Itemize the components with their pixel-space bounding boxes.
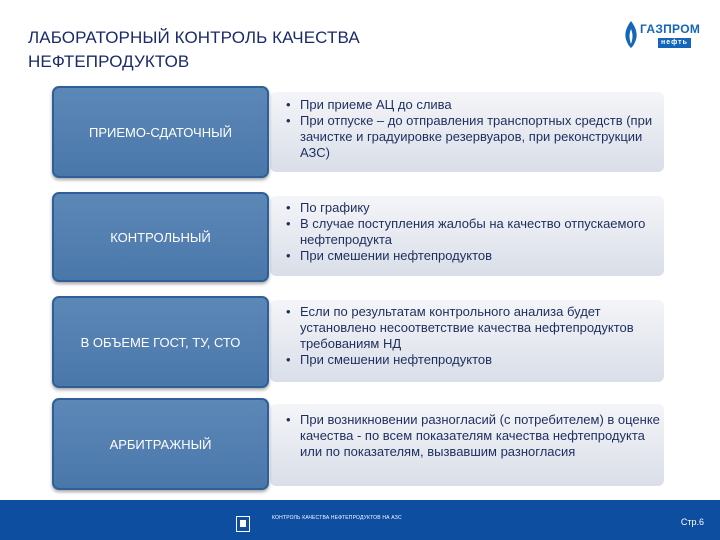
- row-1-card: [270, 92, 664, 172]
- row-2-label: КОНТРОЛЬНЫЙ: [110, 229, 211, 245]
- row-2-label-box: [52, 192, 269, 282]
- footer-text: КОНТРОЛЬ КАЧЕСТВА НЕФТЕПРОДУКТОВ НА АЗС: [272, 515, 402, 521]
- row-4-label: АРБИТРАЖНЫЙ: [109, 436, 212, 452]
- row-1-label: ПРИЕМО-СДАТОЧНЫЙ: [89, 124, 232, 140]
- row-1-bullet-1: • При приеме АЦ до слива: [270, 97, 664, 113]
- flame-icon: [622, 20, 640, 50]
- row-1-bullet-2: • При отпуске – до отправления транспортных средств (при зачистке и градуировке резервуаров, при реконструкции АЗС): [270, 113, 664, 161]
- row-3-card: [270, 300, 664, 382]
- gazprom-neft-logo: [622, 20, 701, 50]
- logo-word: ГАЗПРОМ: [640, 22, 701, 36]
- row-1-label-box: [52, 86, 269, 178]
- row-4-card: [270, 404, 664, 486]
- row-2-bullet-3: • При смешении нефтепродуктов: [270, 248, 664, 264]
- row-2-bullet-2: • В случае поступления жалобы на качество отпускаемого нефтепродукта: [270, 216, 664, 248]
- row-2-bullet-1: • По графику: [270, 200, 664, 216]
- row-4-bullet-1: • При возникновении разногласий (с потребителем) в оценке качества - по всем показателям качества нефтепродукта или по показателям, вызвавшим разногласия: [270, 412, 664, 460]
- logo-sub: нефть: [658, 38, 691, 48]
- page-title: ЛАБОРАТОРНЫЙ КОНТРОЛЬ КАЧЕСТВА НЕФТЕПРОДУКТОВ: [28, 28, 360, 71]
- row-3-bullet-2: • При смешении нефтепродуктов: [270, 352, 664, 368]
- row-3-label: В ОБЪЕМЕ ГОСТ, ТУ, СТО: [80, 334, 241, 350]
- page-number: Стр.6: [680, 517, 704, 527]
- row-2-card: [270, 196, 664, 276]
- row-3-bullet-1: • Если по результатам контрольного анализа будет установлено несоответствие качества нефтепродуктов требованиям НД: [270, 304, 664, 352]
- fuel-pump-icon: [236, 516, 250, 532]
- row-3-label-box: [52, 296, 269, 388]
- row-4-label-box: [52, 398, 269, 490]
- footer-bar: [0, 500, 720, 540]
